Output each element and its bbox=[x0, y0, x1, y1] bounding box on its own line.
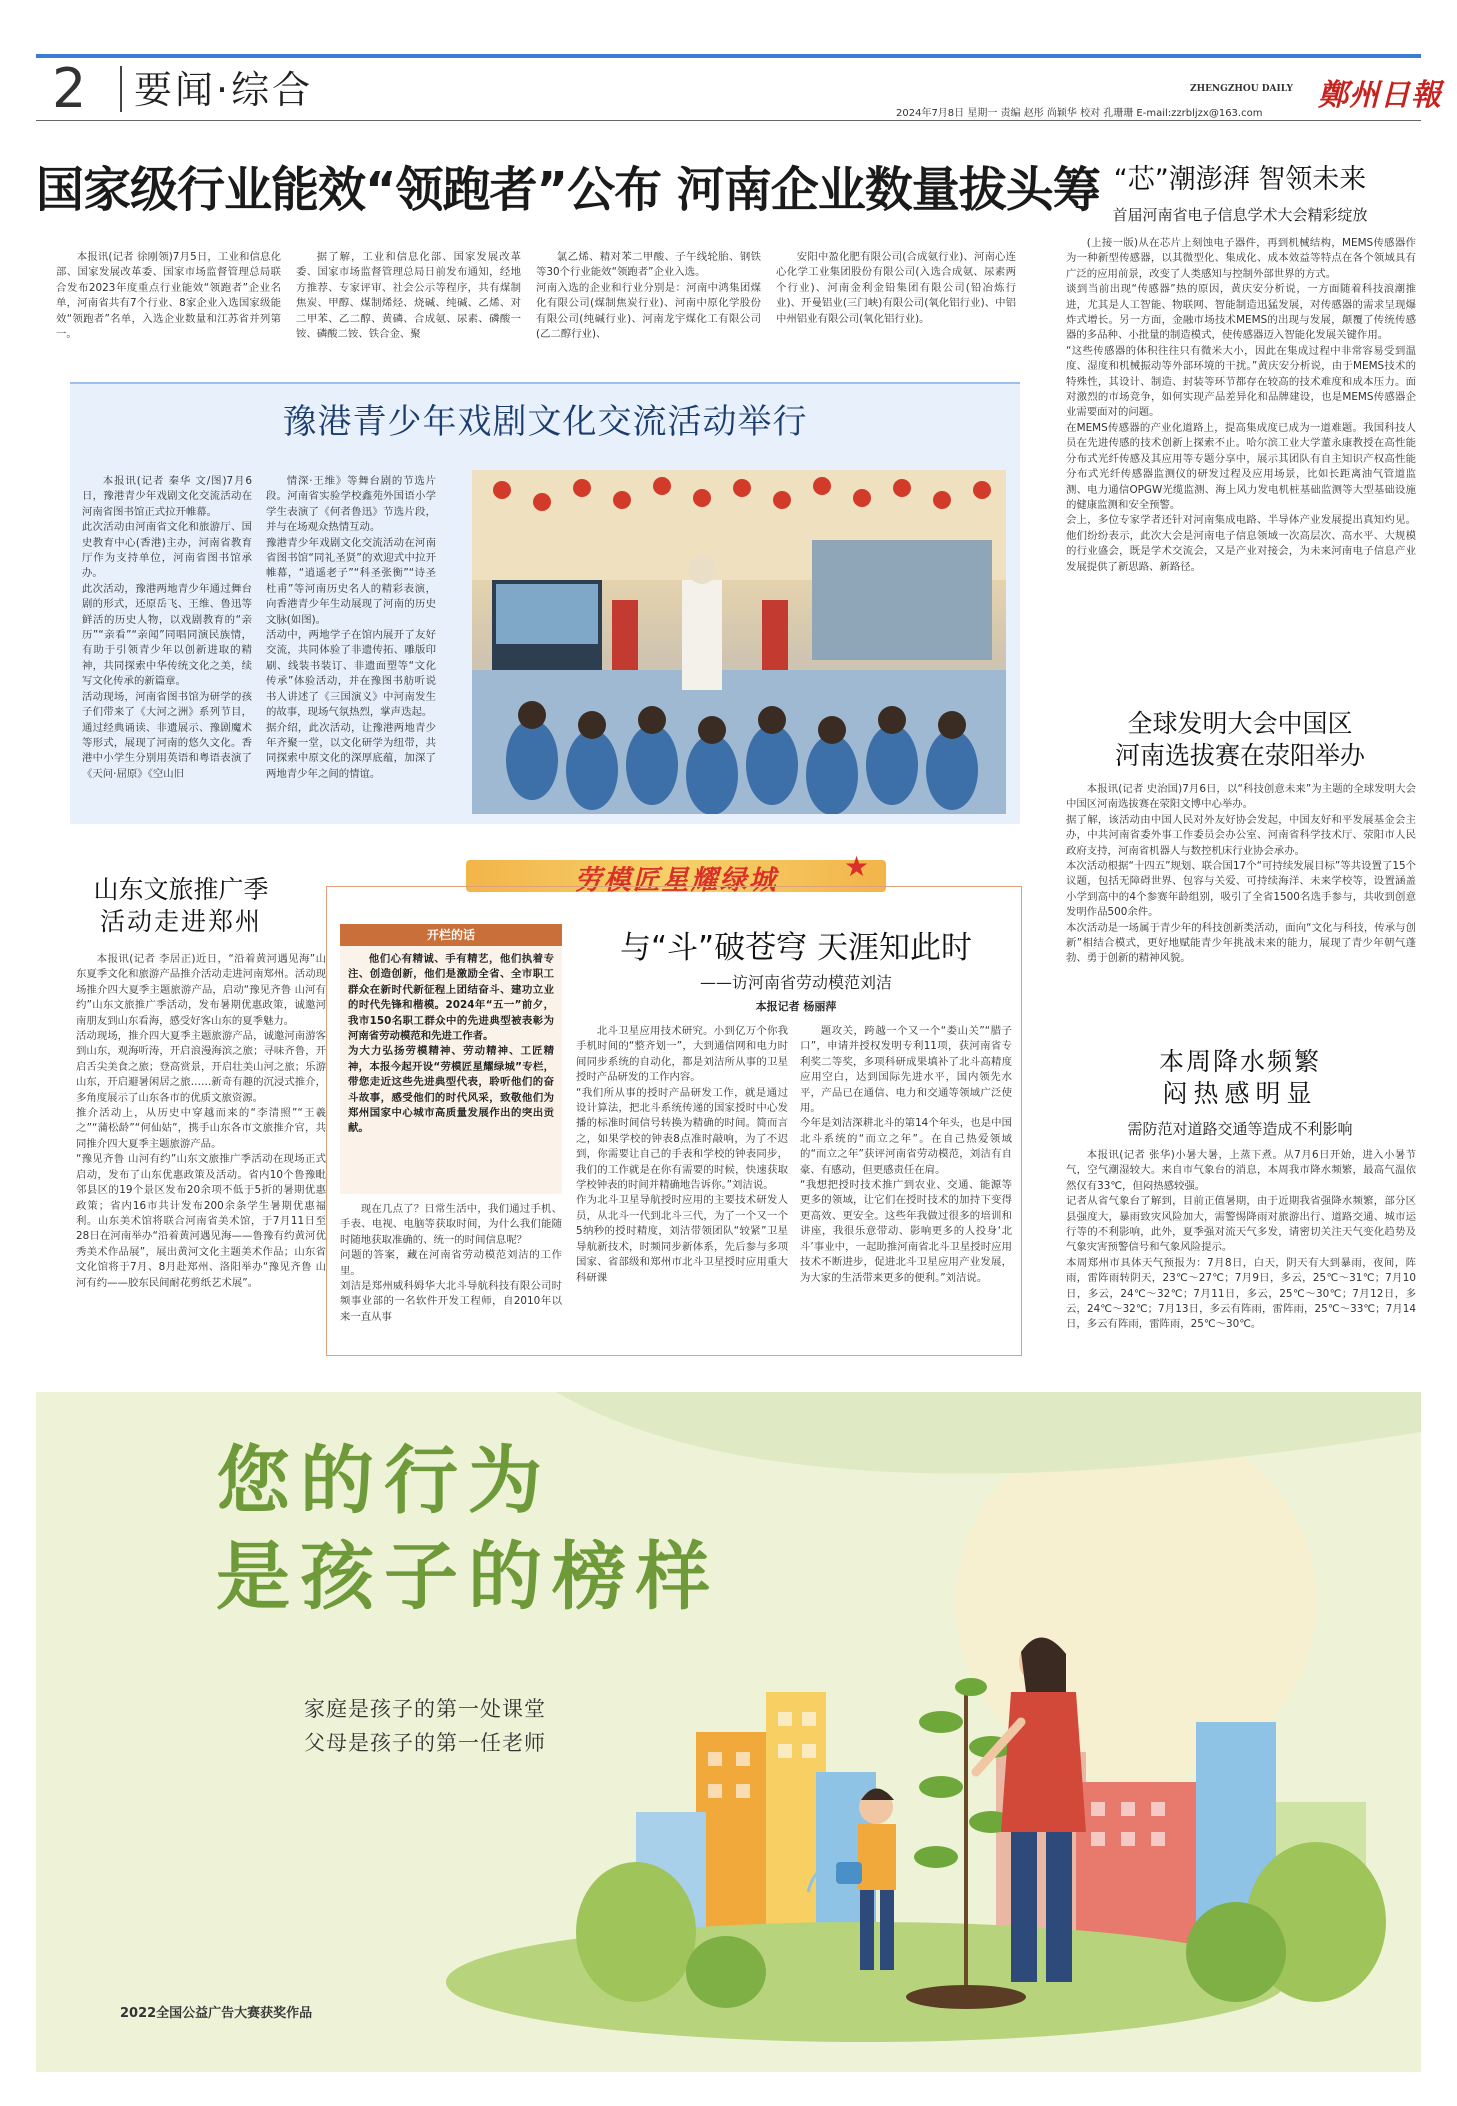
weather-story bbox=[1060, 1040, 1420, 1360]
model-col-2: 北斗卫星应用技术研究。小到亿万个你我手机时间的“整齐划一”，大到通信网和电力时间同步系统的自动化，都是刘洁所从事的卫星授时产品研发的工作内容。 “我们所从事的授时产品研发工作，就是通过设计算法，把北斗系统传递的国家授时中心发播的标准时间信号转换为精确的时间。简而言之，如果学校的钟表8点准时敲响，为了不迟到，你需要让自己的手表和学校的钟表同步，我们的工作就是在你有需要的时候，快速获取学校钟表的时间并精确地告诉你。”刘洁说。 作为北斗卫星导航授时应用的主要技术研发人员，从北斗一代到北斗三代，为了一个又一个5纳秒的授时精度，刘洁带领团队“较紧”卫星导航新技术，时频同步新体系，先后参与多项国家、省部级和郑州市北斗卫星授时应用重大科研课 bbox=[576, 1025, 788, 1284]
ad-headline-1: 您的行为 bbox=[216, 1438, 552, 1524]
paper-logo: 鄭州日報 bbox=[1318, 78, 1442, 113]
chip-story bbox=[1060, 150, 1420, 670]
weather-body: 本报讯(记者 张华)小暑大暑，上蒸下煮。从7月6日开始，进入小暑节气，空气潮湿较大。来自市气象台的消息，本周我市降水频繁，最高气温依然仅有33℃，但闷热感较强。 记者从省气象台了解到，目前正值暑期，由于近期我省强降水频繁，部分区县强度大，暴雨致灾风险加大，需警惕降雨对旅游出行、道路交通、城市运行等的不利影响，此外，夏季强对流天气多发，请密切关注天气变化趋势及气象灾害预警信号和气象风险提示。 本周郑州市具体天气预报为：7月8日，白天，阴天有大到暴雨，夜间，阵雨，雷阵雨转阴天，23℃～27℃；7月9日，多云，25℃～31℃；7月10日，多云，24℃～32℃；7月11日，多云，25℃～30℃；7月12日，多云，24℃～32℃；7月13日，多云有阵雨，雷阵雨，25℃～33℃；7月14日，多云有阵雨，雷阵雨，25℃～30℃。 bbox=[1066, 1149, 1416, 1331]
invention-body: 本报讯(记者 史治国)7月6日，以“科技创意未来”为主题的全球发明大会中国区河南选拔赛在荥阳文博中心举办。 据了解，该活动由中国人民对外友好协会发起，中国友好和平发展基金会主办，中共河南省委外事工作委员会办公室、河南省科学技术厅、荥阳市人民政府支持，河南省机器人与数控机床行业协会承办。 本次活动根据“十四五”规划、联合国17个“可持续发展目标”等共设置了15个议题，包括无障碍世界、包容与关爱、可持续海洋、未来学校等，设置涵盖小学到高中的4个参赛年龄组别，吸引了全省1500名选手参与，共收到创意发明作品500余件。 本次活动是一场属于青少年的科技创新类活动，面向“文化与科技，传承与创新”相结合模式，更好地赋能青少年挑战未来的能力，展现了青少年朝气蓬勃、勇于创新的精神风貌。 bbox=[1066, 783, 1416, 965]
weather-headline-2: 闷热感明显 bbox=[1162, 1079, 1318, 1108]
star-icon: ★ bbox=[844, 850, 870, 883]
ad-line-2: 父母是孩子的第一任老师 bbox=[304, 1731, 546, 1755]
chip-body: (上接一版)从在芯片上刻蚀电子器件，再到机械结构，MEMS传感器作为一种新型传感器，以其微型化、集成化、成本效益等特点在各个领域具有广泛的应用前景，改变了人类感知与控制外部世界的方式。 谈到当前出现“传感器”热的原因，黄庆安分析说，一方面随着科技浪潮推进，尤其是人工智能、物联网、智能制造迅猛发展，对传感器的需求呈现爆炸式增长。另一方面，金融市场技术MEMS的出现与发展，颠覆了传统传感器的多品种、小批量的制造模式，使传感器迈入智能化发展关键作用。 “这些传感器的体积往往只有微米大小，因此在集成过程中非常容易受到温度、湿度和机械振动等外部环境的干扰。”黄庆安分析说，由于MEMS技术的特殊性，其设计、制造、封装等环节都存在较高的技术难度和成本压力。面对激烈的市场竞争，如何实现产品差异化和品牌建设，也是MEMS传感器企业需要面对的问题。 在MEMS传感器的产业化道路上，提高集成度已成为一道难题。我国科技人员在先进传感的技术创新上探索不止。哈尔滨工业大学董永康教授在高性能分布式光纤传感及其应用等专题分享中，展示其团队有自主知识产权高性能分布式光纤传感器监测仪的研发过程及应用场景，比如长距离油气管道监测、电力通信OPGW光缆监测、海上风力发电机桩基础监测等大型基础设施的健康监测和安全预警。 会上，多位专家学者还针对河南集成电路、半导体产业发展提出真知灼见。他们纷纷表示，此次大会是河南电子信息领域一次高层次、高水平、大规模的行业盛会，既是学术交流会，又是产业对接会，为未来河南电子信息产业发展提供了新思路、新路径。 bbox=[1066, 237, 1416, 573]
shandong-headline-2: 活动走进郑州 bbox=[99, 907, 262, 936]
opening-box-text: 他们心有精诚、手有精艺，他们执着专注、创造创新，他们是激励全省、全市职工群众在新时代新征程上团结奋斗、建功立业的时代先锋和楷模。2024年“五一”前夕，我市150名职工群众中的先进典型被表彰为河南省劳动模范和先进工作者。 为大力弘扬劳模精神、劳动精神、工匠精神，本报今起开设“劳模匠星耀绿城”专栏，带您走近这些先进典型代表，聆听他们的奋斗故事，感受他们的时代风采，致敬他们为郑州国家中心城市高质量发展作出的突出贡献。 bbox=[348, 953, 554, 1135]
model-subhead: ——访河南省劳动模范刘洁 bbox=[699, 973, 892, 992]
lead-col-2: 据了解，工业和信息化部、国家发展改革委、国家市场监督管理总局日前发布通知，经地方推荐、专家评审、社会公示等程序，共有煤制焦炭、甲醇、煤制烯烃、烧碱、纯碱、乙烯、对二甲苯、乙二醇、黄磷、合成氨、尿素、磷酸一铵、磷酸二铵、铁合金、聚 bbox=[296, 251, 521, 341]
lead-col-1: 本报讯(记者 徐刚领)7月5日，工业和信息化部、国家发展改革委、国家市场监督管理总局联合发布2023年度重点行业能效“领跑者”企业名单，河南省共有7个行业、8家企业入选国家级能效“领跑者”名单，入选企业数量和江苏省并列第一。 bbox=[56, 251, 281, 341]
masthead-bottom-rule bbox=[36, 120, 1421, 121]
lead-col-4: 安阳中盈化肥有限公司(合成氨行业)、河南心连心化学工业集团股份有限公司(入选合成氨、尿素两个行业)、河南金利金铅集团有限公司(铅冶炼行业)、开曼铝业(三门峡)有限公司(氧化铝行业)、中铝中州铝业有限公司(氧化铝行业)。 bbox=[776, 251, 1016, 325]
drama-photo-illustration bbox=[472, 470, 1006, 814]
date-line: 2024年7月8日 星期一 责编 赵彤 尚颖华 校对 孔珊珊 E-mail:zzrbljzx@163.com bbox=[896, 108, 1263, 119]
section-divider bbox=[120, 66, 122, 112]
ad-caption: 2022全国公益广告大赛获奖作品 bbox=[120, 2006, 313, 2021]
model-col-3: 题攻关，跨越一个又一个“娄山关”“腊子口”，申请并授权发明专利11项，获河南省专利奖二等奖，多项科研成果填补了北斗高精度应用空白，达到国际先进水平，国内领先水平，产品已在通信、电力和交通等领域广泛使用。 今年是刘洁深耕北斗的第14个年头，也是中国北斗系统的“而立之年”。在自己热爱领域的“而立之年”获评河南省劳动模范，刘洁有自豪、有感动，但更感责任在肩。 “我想把授时技术推广到农业、交通、能源等更多的领域，让它们在授时技术的加持下变得更高效、更安全。这些年我做过很多的培训和讲座，我很乐意带动、影响更多的人投身‘北斗’事业中，一起助推河南省北斗卫星授时应用技术不断进步，促进北斗卫星应用产业发展，为大家的生活带来更多的便利。”刘洁说。 bbox=[800, 1025, 1012, 1284]
drama-col-2: 情深·王维》等舞台剧的节选片段。河南省实验学校鑫苑外国语小学学生表演了《何者鲁迅》节选片段，并与在场观众热情互动。 豫港青少年戏剧文化交流活动在河南省图书馆“同礼圣贤”的欢迎式中拉开帷幕，“逍遥老子”“科圣张衡”“诗圣杜甫”等河南历史名人的精彩表演，向香港青少年生动展现了河南的历史文脉(如图)。 活动中，两地学子在馆内展开了友好交流，共同体验了非遗传拓、雕版印刷、线装书装订、非遗面塑等“文化传承”体验活动，并在豫图书舫听说书人讲述了《三国演义》中河南发生的故事，现场气氛热烈，掌声迭起。 据介绍，此次活动，让豫港两地青少年齐聚一堂，以文化研学为纽带，共同探索中原文化的深厚底蕴，加深了两地青少年之间的情谊。 bbox=[266, 475, 436, 780]
public-service-ad bbox=[36, 1392, 1421, 2072]
lead-story bbox=[36, 150, 1100, 415]
opening-box bbox=[340, 924, 562, 1194]
banner-text: 劳模匠星耀绿城 bbox=[574, 865, 778, 896]
drama-col-1: 本报讯(记者 秦华 文/图)7月6日，豫港青少年戏剧文化交流活动在河南省图书馆正式拉开帷幕。 此次活动由河南省文化和旅游厅、国史教育中心(香港)主办，河南省教育厅作为支持单位，河南省图书馆承办。 此次活动，豫港两地青少年通过舞台剧的形式，还原岳飞、王维、鲁迅等鲜活的历史人物，以戏剧教育的“亲历”“亲看”“亲闻”同唱同演民族情，有助于引领青少年以创新进取的精神，共同探索中华传统文化之美，续写文化传承的新篇章。 活动现场，河南省图书馆为研学的孩子们带来了《大河之洲》系列节目，通过经典诵读、非遗展示、豫剧魔术等形式，展现了河南的悠久文化。香港中小学生分别用英语和粤语表演了《天问·屈原》《空山旧 bbox=[82, 475, 252, 780]
weather-headline-1: 本周降水频繁 bbox=[1158, 1047, 1321, 1076]
masthead bbox=[0, 0, 1457, 125]
chip-subhead: 首届河南省电子信息学术大会精彩绽放 bbox=[1112, 206, 1368, 224]
shandong-story bbox=[36, 868, 326, 1358]
model-byline: 本报记者 杨丽萍 bbox=[755, 1000, 837, 1013]
shandong-body: 本报讯(记者 李居正)近日，“沿着黄河遇见海”山东夏季文化和旅游产品推介活动走进河南郑州。活动现场推介四大夏季主题旅游产品，启动“豫见齐鲁 山河有约”山东文旅推广季活动，发布暑期优惠政策，诚邀河南朋友到山东看海，感受好客山东的夏季魅力。 活动现场，推介四大夏季主题旅游产品，诚邀河南游客到山东，观海听涛，开启浪漫海滨之旅；寻味齐鲁，开启舌尖美食之旅；登高赏景，开启壮美山河之旅；乐游山东，开启避暑闲居之旅……新奇有趣的沉浸式推介，多角度展示了山东各市的优质文旅资源。 推介活动上，从历史中穿越而来的“李清照”“王羲之”“蒲松龄”“何仙姑”，携手山东各市文旅推介官，共同推介四大夏季主题旅游产品。 “豫见齐鲁 山河有约”山东文旅推广季活动在现场正式启动，发布了山东优惠政策及活动。省内10个鲁豫毗邻县区的19个景区发布20余项不低于5折的暑期优惠政策；省内16市共计发布200余条学生暑期优惠福利。山东美术馆将联合河南省美术馆，于7月11日至28日在河南举办“沿着黄河遇见海——鲁豫有约黄河优秀美术作品展”，展出黄河文化主题美术作品；山东省文化馆将于7月、8月赴郑州、洛阳举办“豫见齐鲁 山河有约——胶东民间耐花剪纸艺术展”。 bbox=[76, 953, 326, 1289]
model-worker-story bbox=[326, 852, 1026, 1357]
chip-headline: “芯”潮澎湃 智领未来 bbox=[1113, 164, 1367, 195]
page-number: 2 bbox=[52, 57, 87, 120]
ad-headline-2: 是孩子的榜样 bbox=[216, 1534, 720, 1620]
shandong-headline-1: 山东文旅推广季 bbox=[93, 875, 269, 904]
lead-col-3: 氯乙烯、精对苯二甲酸、子午线轮胎、钢铁等30个行业能效“领跑者”企业入选。 河南入选的企业和行业分别是：河南中鸿集团煤化有限公司(煤制焦炭行业)、河南中原化学股份有限公司(纯碱行业)、河南龙宇煤化工有限公司(乙二醇行业)、 bbox=[536, 251, 761, 341]
paper-name-en: ZHENGZHOU DAILY bbox=[1190, 84, 1293, 94]
invention-headline-1: 全球发明大会中国区 bbox=[1127, 709, 1353, 738]
drama-story bbox=[70, 382, 1020, 824]
invention-story bbox=[1060, 700, 1420, 1040]
ad-line-1: 家庭是孩子的第一处课堂 bbox=[304, 1697, 546, 1721]
drama-photo bbox=[472, 470, 1006, 814]
section-title: 要闻·综合 bbox=[134, 68, 314, 112]
opening-box-title: 开栏的话 bbox=[340, 924, 562, 946]
model-headline: 与“斗”破苍穹 天涯知此时 bbox=[620, 930, 972, 966]
model-col-1-bottom: 现在几点了？日常生活中，我们通过手机、手表、电视、电脑等获取时间，为什么我们能随时随地获取准确的、统一的时间信息呢？ 问题的答案，藏在河南省劳动模范刘洁的工作里。 刘洁是郑州威科姆华大北斗导航科技有限公司时频事业部的一名软件开发工程师，自2010年以来一直从事 bbox=[340, 1203, 562, 1323]
weather-subhead: 需防范对道路交通等造成不利影响 bbox=[1127, 1120, 1353, 1138]
top-blue-rule bbox=[36, 54, 1421, 58]
invention-headline-2: 河南选拔赛在荥阳举办 bbox=[1114, 741, 1365, 770]
drama-headline: 豫港青少年戏剧文化交流活动举行 bbox=[282, 402, 808, 442]
lead-headline: 国家级行业能效“领跑者”公布 河南企业数量拔头筹 bbox=[36, 162, 1100, 218]
